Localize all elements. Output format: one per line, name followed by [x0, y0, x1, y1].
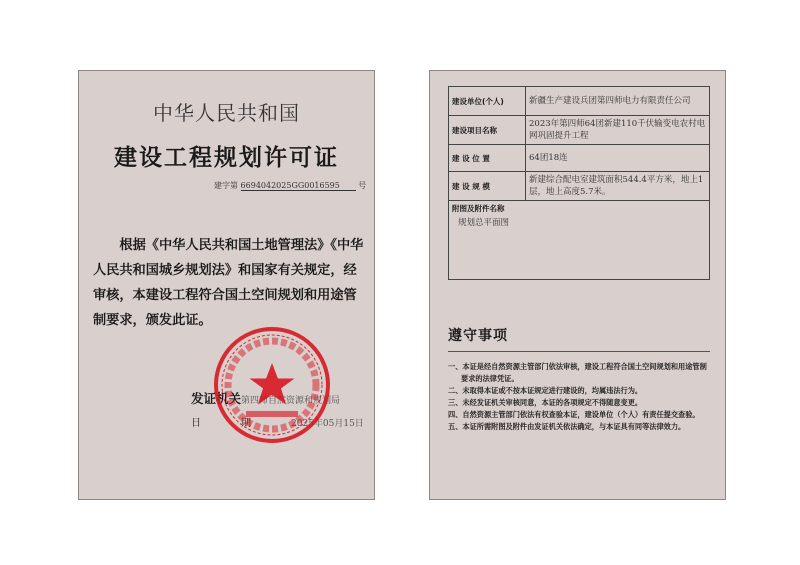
attachments-cell: [449, 201, 710, 280]
table-row: [449, 172, 710, 201]
number-value: 6694042025GG0016595: [241, 181, 356, 191]
notice-item: 二、未取得本证或不按本证规定进行建设的，均属违法行为。: [448, 386, 643, 395]
number-suffix: 号: [358, 181, 367, 190]
row-value: 64团18连: [526, 145, 710, 172]
certificate-left-page: [78, 70, 375, 500]
project-info-table: [448, 86, 710, 280]
issuer-value: 第四师自然资源和规划局: [241, 396, 341, 406]
notice-heading: 遵守事项: [448, 328, 508, 344]
issuer-label: 发证机关: [191, 391, 242, 406]
notice-item: 三、未经发证机关审核同意，本证的各项规定不得随意变更。: [448, 398, 643, 407]
certificate-number: [214, 180, 366, 191]
red-star-seal-icon: [212, 325, 332, 445]
country-header: 中华人民共和国: [153, 101, 300, 125]
certificate-right-page: [429, 70, 726, 500]
row-value: 2023年第四师64团新建110千伏输变电农村电网巩固提升工程: [526, 116, 710, 145]
attachments-value: 规划总平面图: [458, 218, 510, 228]
row-value: 新建综合配电室建筑面积544.4平方米，地上1层，地上高度5.7米。: [526, 172, 710, 201]
row-label: 建 设 规 模: [449, 172, 526, 201]
table-row: [449, 145, 710, 172]
attachments-row: [449, 201, 710, 280]
notice-list: [448, 361, 710, 433]
table-row: [449, 116, 710, 145]
notice-item: 五、本证所需附图及附件由发证机关依法确定，与本证具有同等法律效力。: [448, 422, 686, 431]
table-row: [449, 87, 710, 116]
row-label: 建 设 位 置: [449, 145, 526, 172]
date-value: 2025年05月15日: [291, 419, 364, 429]
row-label: 建设单位(个人): [449, 87, 526, 116]
number-label: 建字第: [214, 181, 238, 190]
certificate-body-text: 根据《中华人民共和国土地管理法》《中华人民共和国城乡规划法》和国家有关规定，经审核，本建设工程符合国土空间规划和用途管制要求，颁发此证。: [93, 238, 364, 328]
notice-item: 四、自然资源主管部门依法有权查验本证，建设单位（个人）有责任提交查验。: [448, 410, 700, 419]
divider: [448, 351, 710, 352]
row-label: 建设项目名称: [449, 116, 526, 145]
attachments-label: 附图及附件名称: [452, 204, 505, 213]
row-value: 新疆生产建设兵团第四师电力有限责任公司: [526, 87, 710, 116]
certificate-title: 建设工程规划许可证: [114, 145, 339, 171]
notice-item: 一、本证是经自然资源主管部门依法审核，建设工程符合国土空间规划和用途管制要求的法律凭证。: [448, 362, 707, 383]
date-label: 日期: [191, 418, 291, 429]
